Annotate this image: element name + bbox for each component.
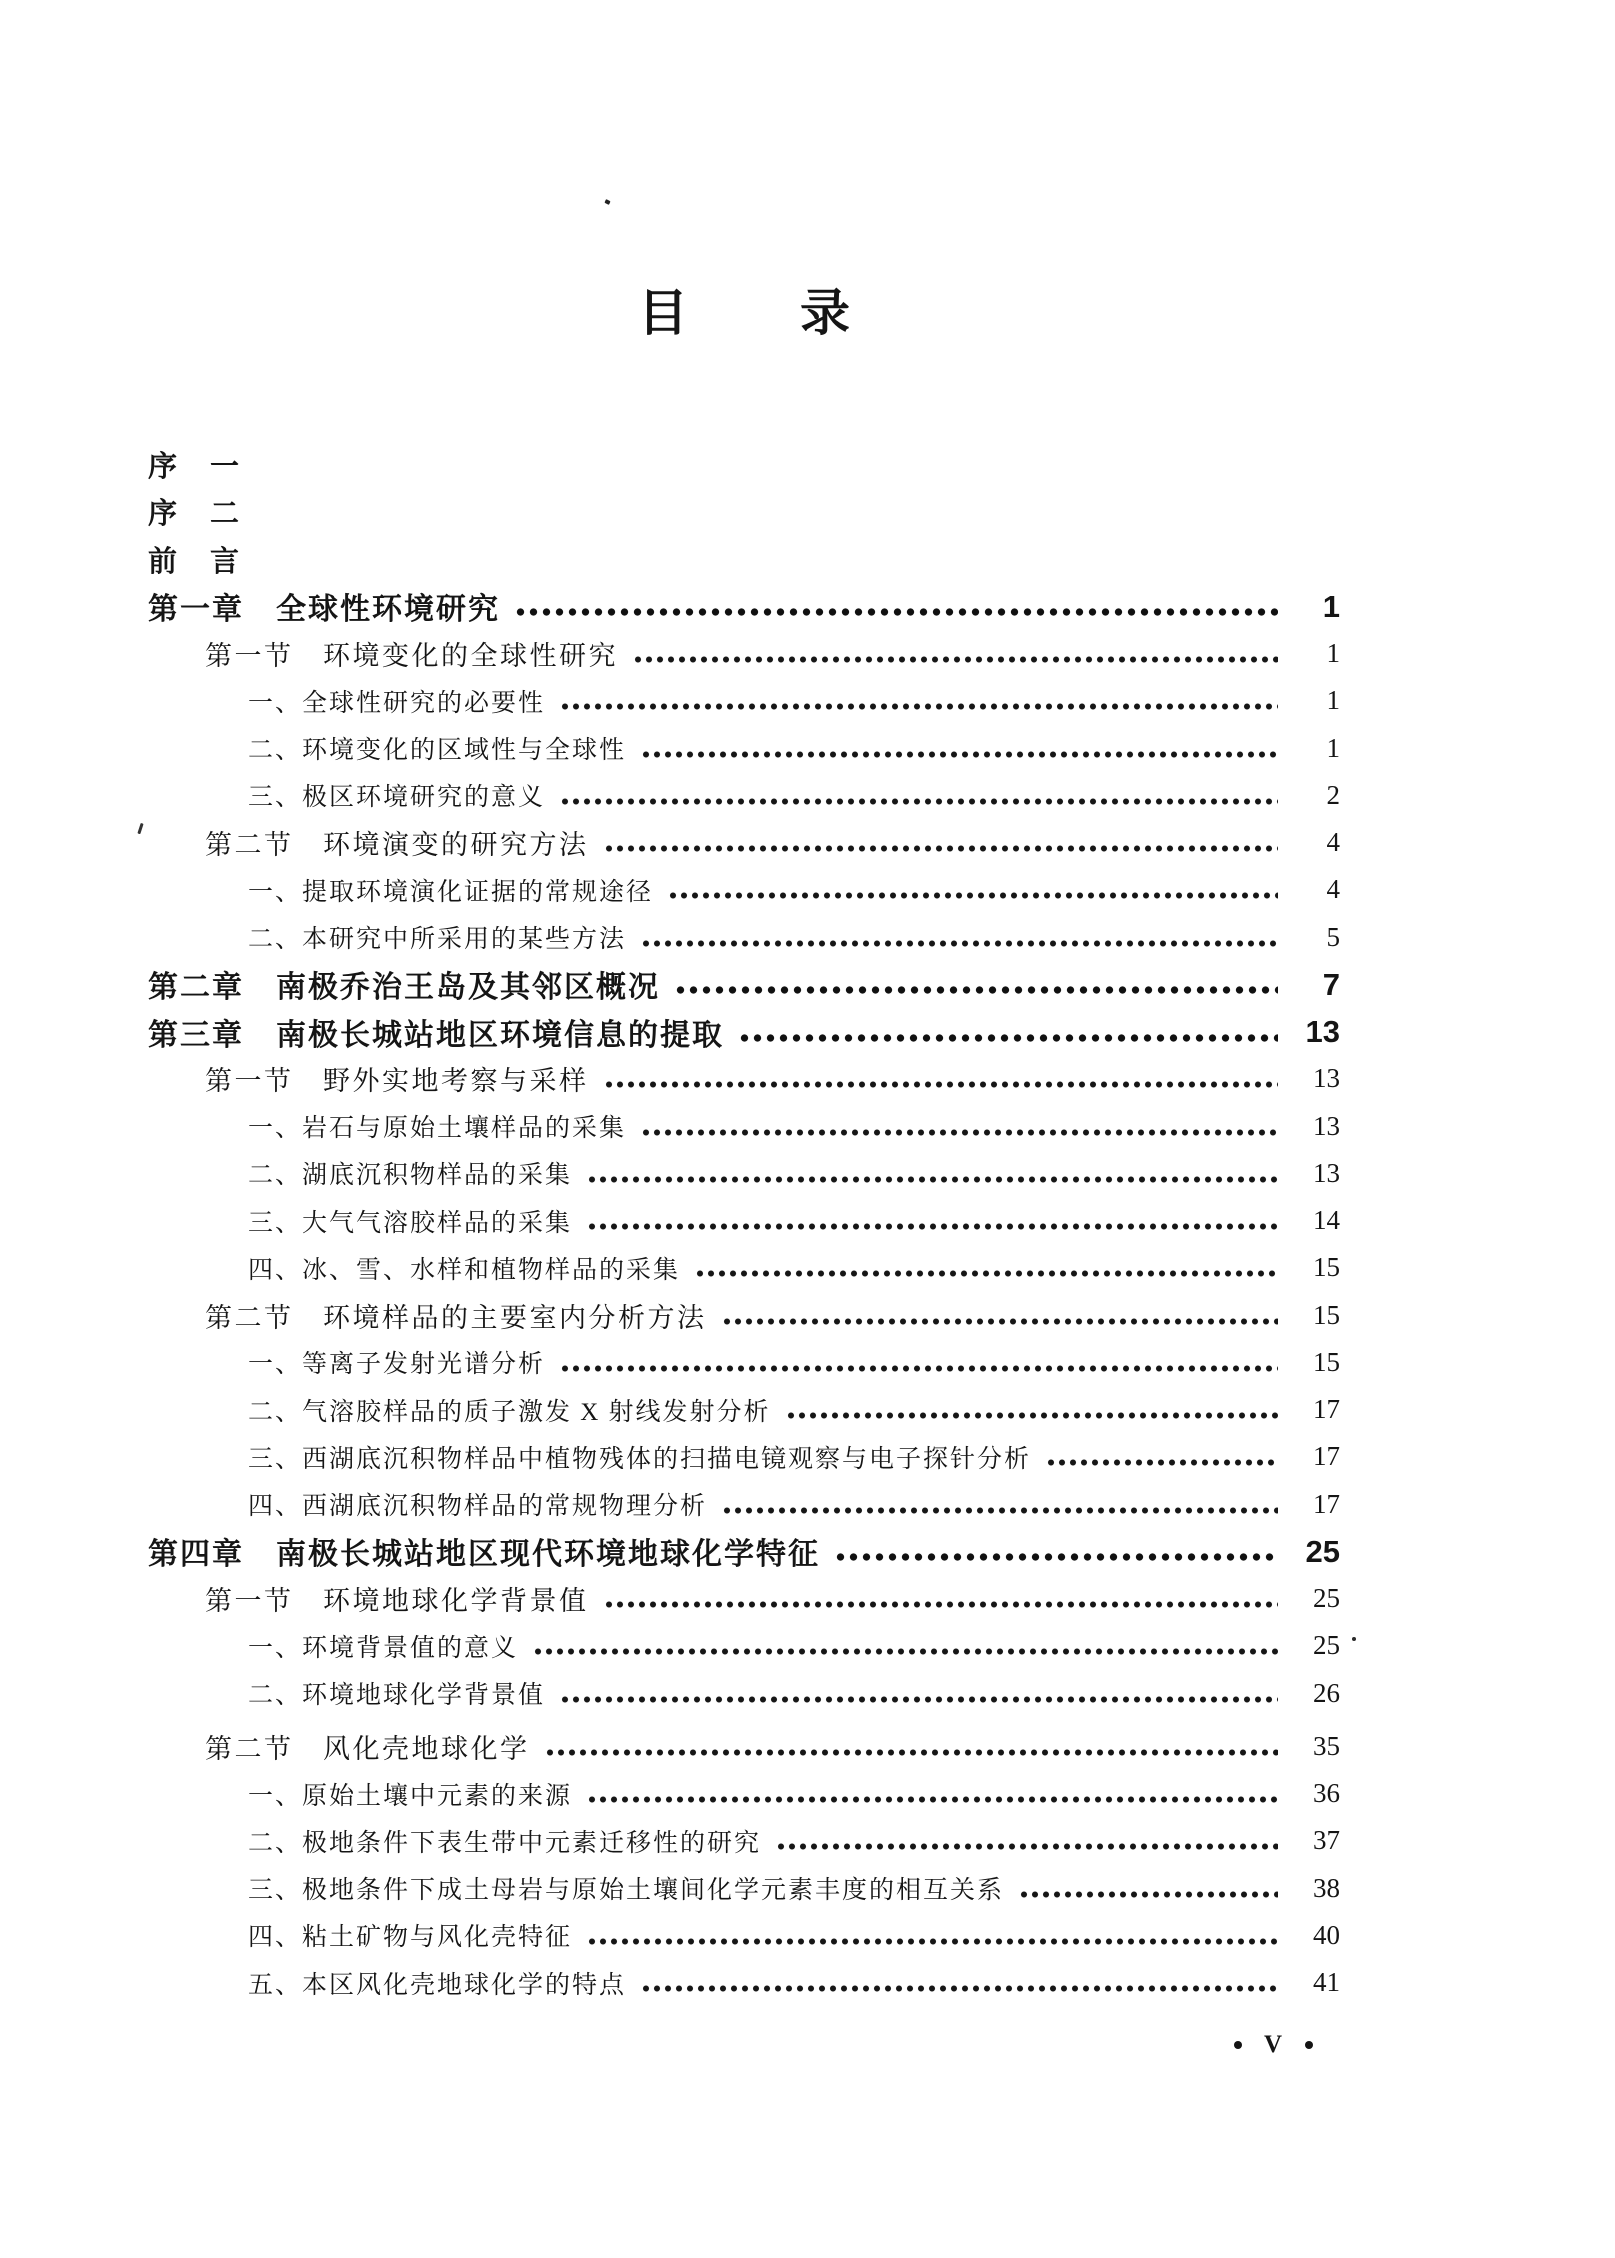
toc-entry-label: 第二节 风化壳地球化学 bbox=[205, 1733, 530, 1764]
dot-leader bbox=[1020, 1890, 1278, 1899]
toc-entry bbox=[148, 819, 1340, 866]
dot-leader bbox=[561, 797, 1278, 806]
dot-leader bbox=[605, 1080, 1279, 1089]
toc-entry bbox=[148, 488, 1340, 535]
toc-entry-page: 25 bbox=[1313, 1630, 1340, 1661]
toc-entry bbox=[148, 1865, 1340, 1912]
toc-entry-page: 15 bbox=[1313, 1299, 1340, 1330]
toc-entry-page: 38 bbox=[1313, 1872, 1340, 1903]
toc-entry bbox=[148, 1008, 1340, 1055]
toc-entry-label: 三、极地条件下成土母岩与原始土壤间化学元素丰度的相互关系 bbox=[248, 1877, 1005, 1905]
dot-leader bbox=[605, 844, 1279, 853]
toc-entry bbox=[148, 1723, 1340, 1770]
dot-leader bbox=[642, 1984, 1278, 1993]
toc-entry-label: 一、提取环境演化证据的常规途径 bbox=[248, 878, 654, 906]
toc-entry-label: 前 言 bbox=[148, 545, 242, 578]
toc-entry-label: 二、环境变化的区域性与全球性 bbox=[248, 737, 627, 765]
dot-leader bbox=[723, 1506, 1278, 1515]
dot-leader bbox=[634, 655, 1278, 664]
toc-entry-label: 一、环境背景值的意义 bbox=[248, 1634, 519, 1662]
toc-entry-label: 二、极地条件下表生带中元素迁移性的研究 bbox=[248, 1829, 762, 1857]
page-title-char-1: 目 bbox=[638, 285, 688, 341]
dot-leader bbox=[642, 939, 1278, 948]
toc-entry-label: 二、本研究中所采用的某些方法 bbox=[248, 926, 627, 954]
toc-entry-page: 13 bbox=[1313, 1157, 1340, 1188]
toc-entry-label: 第一节 野外实地考察与采样 bbox=[205, 1066, 589, 1097]
dot-leader bbox=[516, 607, 1278, 617]
toc-entry bbox=[148, 961, 1340, 1008]
toc-entry bbox=[148, 1528, 1340, 1575]
toc-entry-page: 15 bbox=[1313, 1346, 1340, 1377]
toc-entry bbox=[148, 1670, 1340, 1717]
toc-entry bbox=[148, 536, 1340, 583]
toc-entry-label: 四、西湖底沉积物样品的常规物理分析 bbox=[248, 1493, 708, 1521]
toc-entry-label: 二、气溶胶样品的质子激发 X 射线发射分析 bbox=[248, 1398, 771, 1426]
toc-entry-label: 二、湖底沉积物样品的采集 bbox=[248, 1162, 573, 1190]
toc-entry bbox=[148, 677, 1340, 724]
dot-leader bbox=[669, 891, 1278, 900]
toc-entry-page: 4 bbox=[1326, 874, 1340, 905]
toc-entry-label: 一、等离子发射光谱分析 bbox=[248, 1351, 546, 1379]
toc-entry bbox=[148, 583, 1340, 630]
toc-entry-label: 第一节 环境变化的全球性研究 bbox=[205, 641, 618, 672]
toc-entry bbox=[148, 725, 1340, 772]
dot-leader bbox=[546, 1748, 1279, 1757]
dot-leader bbox=[676, 985, 1278, 995]
toc-entry bbox=[148, 1150, 1340, 1197]
toc-entry-page: 41 bbox=[1313, 1967, 1340, 1998]
toc-entry-label: 三、西湖底沉积物样品中植物残体的扫描电镜观察与电子探针分析 bbox=[248, 1445, 1032, 1473]
toc-entry bbox=[148, 1292, 1340, 1339]
dot-leader bbox=[642, 1128, 1278, 1137]
footer-left-dot-icon bbox=[1234, 2041, 1242, 2049]
toc-entry-label: 第三章 南极长城站地区环境信息的提取 bbox=[148, 1018, 724, 1052]
toc-entry-label: 四、粘土矿物与风化壳特征 bbox=[248, 1924, 573, 1952]
toc-entry-label: 第四章 南极长城站地区现代环境地球化学特征 bbox=[148, 1538, 820, 1572]
toc-entry-label: 一、原始土壤中元素的来源 bbox=[248, 1782, 573, 1810]
dot-leader bbox=[696, 1269, 1278, 1278]
toc-entry bbox=[148, 1386, 1340, 1433]
toc-entry-page: 35 bbox=[1313, 1730, 1340, 1761]
toc-entry bbox=[148, 772, 1340, 819]
dot-leader bbox=[1047, 1458, 1278, 1467]
toc-entry bbox=[148, 1817, 1340, 1864]
toc-entry bbox=[148, 1055, 1340, 1102]
toc-entry-page: 1 bbox=[1322, 588, 1340, 624]
toc-entry-label: 一、岩石与原始土壤样品的采集 bbox=[248, 1115, 627, 1143]
dot-leader bbox=[740, 1033, 1278, 1043]
toc-entry bbox=[148, 1433, 1340, 1480]
toc-entry-page: 7 bbox=[1322, 966, 1340, 1002]
toc-entry-page: 13 bbox=[1313, 1063, 1340, 1094]
toc-entry bbox=[148, 1575, 1340, 1622]
dot-leader bbox=[605, 1600, 1279, 1609]
toc-entry-label: 第二节 环境样品的主要室内分析方法 bbox=[205, 1302, 707, 1333]
toc-entry-page: 2 bbox=[1326, 779, 1340, 810]
toc-entry bbox=[148, 1481, 1340, 1528]
toc-entry bbox=[148, 866, 1340, 913]
toc-entry-label: 三、极区环境研究的意义 bbox=[248, 784, 546, 812]
toc-entry-page: 17 bbox=[1313, 1488, 1340, 1519]
toc-entry-page: 37 bbox=[1313, 1825, 1340, 1856]
dot-leader bbox=[588, 1795, 1278, 1804]
dot-leader bbox=[588, 1222, 1278, 1231]
toc-entry-label: 第一节 环境地球化学背景值 bbox=[205, 1586, 589, 1617]
toc-entry bbox=[148, 1244, 1340, 1291]
toc-entry-page: 1 bbox=[1326, 685, 1340, 716]
dot-leader bbox=[836, 1552, 1278, 1562]
toc-entry bbox=[148, 1197, 1340, 1244]
toc-entry-page: 13 bbox=[1313, 1110, 1340, 1141]
dot-leader bbox=[561, 1364, 1278, 1373]
toc-entry bbox=[148, 1622, 1340, 1669]
dot-leader bbox=[534, 1647, 1278, 1656]
footer-page-number: V bbox=[1264, 2031, 1284, 2058]
toc-entry bbox=[148, 1339, 1340, 1386]
toc-entry bbox=[148, 914, 1340, 961]
footer-right-dot-icon bbox=[1305, 2041, 1313, 2049]
toc-entry-page: 15 bbox=[1313, 1252, 1340, 1283]
toc-entry-page: 14 bbox=[1313, 1205, 1340, 1236]
toc-entry-page: 36 bbox=[1313, 1778, 1340, 1809]
toc-entry-page: 26 bbox=[1313, 1677, 1340, 1708]
page-footer bbox=[1234, 2031, 1313, 2059]
page-title-char-2: 录 bbox=[800, 285, 850, 341]
toc-entry bbox=[148, 630, 1340, 677]
scan-speck bbox=[604, 199, 610, 205]
toc-entry-page: 5 bbox=[1326, 921, 1340, 952]
dot-leader bbox=[642, 750, 1278, 759]
toc-entry-page: 17 bbox=[1313, 1441, 1340, 1472]
toc-entry bbox=[148, 441, 1340, 488]
scan-speck bbox=[1352, 1637, 1356, 1641]
toc-entry-page: 1 bbox=[1326, 732, 1340, 763]
dot-leader bbox=[588, 1175, 1278, 1184]
toc-entry bbox=[148, 1103, 1340, 1150]
toc-entry bbox=[148, 1959, 1340, 2006]
scan-stray-mark bbox=[137, 823, 143, 834]
toc-entry-label: 第二章 南极乔治王岛及其邻区概况 bbox=[148, 971, 660, 1005]
dot-leader bbox=[561, 1695, 1278, 1704]
toc-entry bbox=[148, 1912, 1340, 1959]
toc-entry-label: 四、冰、雪、水样和植物样品的采集 bbox=[248, 1256, 681, 1284]
dot-leader bbox=[561, 702, 1278, 711]
dot-leader bbox=[723, 1317, 1279, 1326]
toc-entry-label: 一、全球性研究的必要性 bbox=[248, 689, 546, 717]
page-title bbox=[148, 285, 1340, 341]
dot-leader bbox=[777, 1842, 1278, 1851]
toc-entry-label: 二、环境地球化学背景值 bbox=[248, 1682, 546, 1710]
toc-entry-label: 序 一 bbox=[148, 451, 242, 484]
toc-entry-label: 序 二 bbox=[148, 498, 242, 531]
dot-leader bbox=[787, 1411, 1278, 1420]
toc-entry-page: 4 bbox=[1326, 827, 1340, 858]
toc-entry-label: 三、大气气溶胶样品的采集 bbox=[248, 1209, 573, 1237]
dot-leader bbox=[588, 1937, 1278, 1946]
toc-entry-page: 1 bbox=[1326, 638, 1340, 669]
toc-entry-label: 第二节 环境演变的研究方法 bbox=[205, 830, 589, 861]
toc-entry-page: 17 bbox=[1313, 1394, 1340, 1425]
toc-entry-label: 第一章 全球性环境研究 bbox=[148, 593, 500, 627]
toc-entry-label: 五、本区风化壳地球化学的特点 bbox=[248, 1971, 627, 1999]
toc-list bbox=[148, 441, 1340, 2006]
toc-entry bbox=[148, 1770, 1340, 1817]
toc-entry-page: 13 bbox=[1305, 1014, 1340, 1050]
toc-entry-page: 25 bbox=[1305, 1533, 1340, 1569]
toc-entry-page: 40 bbox=[1313, 1919, 1340, 1950]
toc-entry-page: 25 bbox=[1313, 1583, 1340, 1614]
